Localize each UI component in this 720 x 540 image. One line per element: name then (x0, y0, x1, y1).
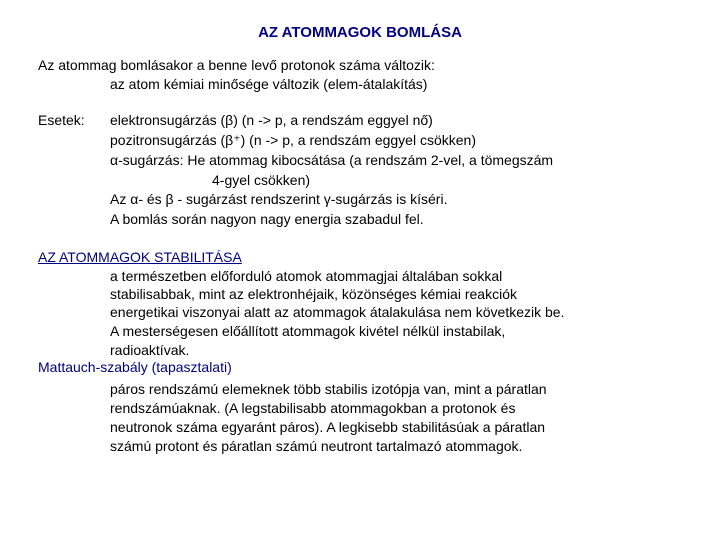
stability-line: energetikai viszonyai alatt az atommagok átalakulása nem következik be. (110, 304, 565, 320)
page-title: AZ ATOMMAGOK BOMLÁSA (258, 24, 462, 41)
case-line: α-sugárzás: He atommag kibocsátása (a rendszám 2-vel, a tömegszám (110, 152, 554, 168)
stability-line: stabilisabbak, mint az elektronhéjaik, közönséges kémiai reakciók (110, 286, 517, 302)
case-line: pozitronsugárzás (β⁺) (n -> p, a rendszám eggyel csökken) (110, 132, 476, 148)
cases-label: Esetek: (38, 112, 85, 128)
stability-line: radioaktívak. (110, 342, 190, 358)
mattauch-line: rendszámúaknak. (A legstabilisabb atommagokban a protonok és (110, 400, 516, 416)
stability-heading-link[interactable]: AZ ATOMMAGOK STABILITÁSA (38, 249, 242, 265)
mattauch-heading: Mattauch-szabály (tapasztalati) (38, 359, 232, 375)
intro-line-2: az atom kémiai minősége változik (elem-átalakítás) (110, 76, 428, 92)
intro-line-1: Az atommag bomlásakor a benne levő protonok száma változik: (38, 57, 435, 73)
mattauch-line: számú protont és páratlan számú neutront tartalmazó atommagok. (110, 438, 523, 454)
case-line: Az α- és β - sugárzást rendszerint γ-sugárzás is kíséri. (110, 191, 448, 207)
stability-line: A mesterségesen előállított atommagok kivétel nélkül instabilak, (110, 323, 506, 339)
case-line: 4-gyel csökken) (212, 172, 311, 188)
stability-line: a természetben előforduló atomok atommagjai általában sokkal (110, 268, 503, 284)
mattauch-line: neutronok száma egyaránt páros). A legkisebb stabilitásúak a páratlan (110, 419, 546, 435)
case-line: elektronsugárzás (β) (n -> p, a rendszám eggyel nő) (110, 112, 433, 128)
mattauch-line: páros rendszámú elemeknek több stabilis izotópja van, mint a páratlan (110, 381, 547, 397)
case-line: A bomlás során nagyon nagy energia szabadul fel. (110, 211, 424, 227)
